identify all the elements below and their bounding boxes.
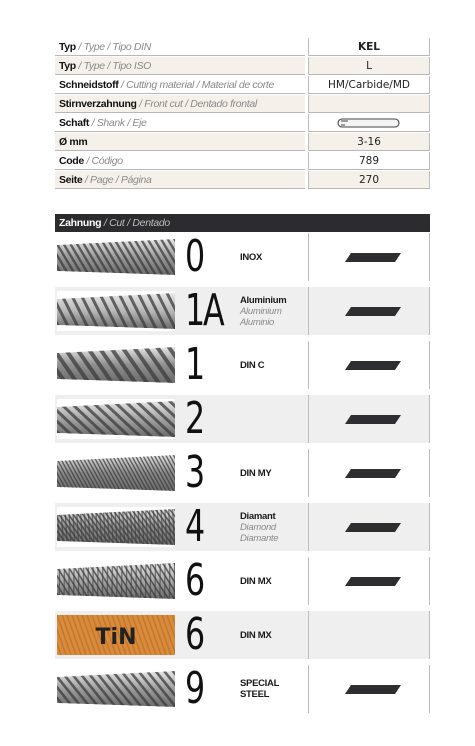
- cut-material: [240, 295, 286, 328]
- material-name: DIN MX: [240, 629, 272, 641]
- spec-value: L: [308, 57, 430, 75]
- material-name-es: Aluminio: [240, 316, 275, 328]
- availability-bar: [345, 307, 401, 316]
- material-name: SPECIAL: [240, 678, 280, 689]
- material-name: INOX: [240, 251, 263, 263]
- cut-texture: [57, 615, 175, 655]
- cut-texture: [57, 561, 175, 601]
- availability-bar: [345, 253, 401, 262]
- spec-label-translations: / Front cut / Dentado frontal: [136, 98, 257, 110]
- spec-label: [55, 152, 305, 170]
- spec-label: [55, 38, 305, 56]
- spec-label-main: Code: [59, 155, 84, 167]
- cut-row: [55, 287, 430, 335]
- spec-row: [55, 95, 430, 113]
- cut-material: [240, 576, 271, 587]
- cut-material: [240, 511, 278, 544]
- material-name: DIN C: [240, 359, 265, 371]
- spec-label: [55, 76, 305, 94]
- cut-material: [240, 678, 279, 700]
- spec-label-main: Typ: [59, 41, 76, 53]
- cut-texture: [57, 669, 175, 709]
- spec-label-translations: / Page / Página: [82, 174, 152, 186]
- cut-number: 0: [185, 231, 203, 282]
- cut-texture-image: [57, 453, 175, 493]
- material-name-en: Aluminium: [240, 305, 282, 317]
- availability-bar: [345, 415, 401, 424]
- spec-label-translations: / Código: [83, 155, 123, 167]
- cut-number: 4: [185, 501, 203, 552]
- spec-value: KEL: [308, 38, 430, 56]
- material-name-es: Diamante: [240, 532, 279, 544]
- material-name: DIN MX: [240, 575, 272, 587]
- cut-header-label: Zahnung: [59, 217, 102, 229]
- material-name: DIN MY: [240, 467, 272, 479]
- cut-texture-image: [57, 399, 175, 439]
- cut-number: 6: [185, 555, 203, 606]
- cut-texture-image: [57, 237, 175, 277]
- cut-material: [240, 360, 264, 371]
- cut-texture-image: [57, 507, 175, 547]
- spec-label-main: Ø mm: [59, 136, 88, 148]
- spec-label-main: Seite: [59, 174, 83, 186]
- cut-number: 3: [185, 447, 203, 498]
- material-name: Aluminium: [240, 294, 287, 306]
- availability-bar: [345, 469, 401, 478]
- spec-row: [55, 133, 430, 151]
- cut-number: 2: [185, 393, 203, 444]
- spec-row: [55, 57, 430, 75]
- tin-coating-label: TiN: [95, 625, 137, 650]
- cut-header-translations: / Cut / Dentado: [101, 217, 170, 229]
- spec-label: [55, 114, 305, 132]
- spec-row: [55, 38, 430, 56]
- cut-row: [55, 611, 430, 659]
- cut-texture: [57, 507, 175, 547]
- spec-label-translations: / Cutting material / Material de corte: [118, 79, 274, 91]
- cut-texture: [57, 291, 175, 331]
- cut-row: [55, 449, 430, 497]
- shank-icon: [336, 117, 402, 129]
- material-name-en: Diamond: [240, 521, 276, 533]
- material-name-en: STEEL: [240, 689, 270, 700]
- spec-label-main: Typ: [59, 60, 76, 72]
- cut-row: [55, 233, 430, 281]
- availability-bar: [345, 361, 401, 370]
- cut-texture: [57, 237, 175, 277]
- spec-value: 3-16: [308, 133, 430, 151]
- cut-number: 1A: [185, 285, 223, 336]
- cut-row: [55, 665, 430, 713]
- cut-header-band: [55, 214, 430, 232]
- availability-bar: [345, 577, 401, 586]
- cut-texture-image: [57, 615, 175, 655]
- cut-material: [240, 630, 271, 641]
- cut-row: [55, 503, 430, 551]
- spec-label-main: Schaft: [59, 117, 89, 129]
- spec-value: [308, 114, 430, 132]
- spec-value: 270: [308, 171, 430, 189]
- cut-texture-image: [57, 669, 175, 709]
- cut-row: [55, 557, 430, 605]
- availability-bar: [345, 523, 401, 532]
- spec-label-main: Stirnverzahnung: [59, 98, 137, 110]
- material-name: Diamant: [240, 510, 276, 522]
- spec-label-main: Schneidstoff: [59, 79, 119, 91]
- cut-material: [240, 252, 262, 263]
- cut-row: [55, 395, 430, 443]
- cut-texture-image: [57, 561, 175, 601]
- spec-label: [55, 133, 305, 151]
- cut-texture-image: [57, 345, 175, 385]
- availability-bar: [345, 685, 401, 694]
- cut-texture: [57, 453, 175, 493]
- spec-label: [55, 57, 305, 75]
- cut-texture: [57, 399, 175, 439]
- spec-value: 789: [308, 152, 430, 170]
- spec-label-translations: / Type / Tipo DIN: [75, 41, 151, 53]
- cut-texture-image: [57, 291, 175, 331]
- cut-number: 9: [185, 663, 203, 714]
- spec-label-translations: / Type / Tipo ISO: [75, 60, 151, 72]
- cut-texture: [57, 345, 175, 385]
- cut-number: 6: [185, 609, 203, 660]
- spec-row: [55, 76, 430, 94]
- spec-value: HM/Carbide/MD: [308, 76, 430, 94]
- spec-row: [55, 114, 430, 132]
- spec-row: [55, 152, 430, 170]
- spec-label-translations: / Shank / Eje: [89, 117, 147, 129]
- spec-label: [55, 95, 305, 113]
- spec-value: [308, 95, 430, 113]
- cut-material: [240, 468, 271, 479]
- cut-row: [55, 341, 430, 389]
- cut-availability-cell: [308, 611, 430, 659]
- spec-label: [55, 171, 305, 189]
- cut-number: 1: [185, 339, 203, 390]
- spec-row: [55, 171, 430, 189]
